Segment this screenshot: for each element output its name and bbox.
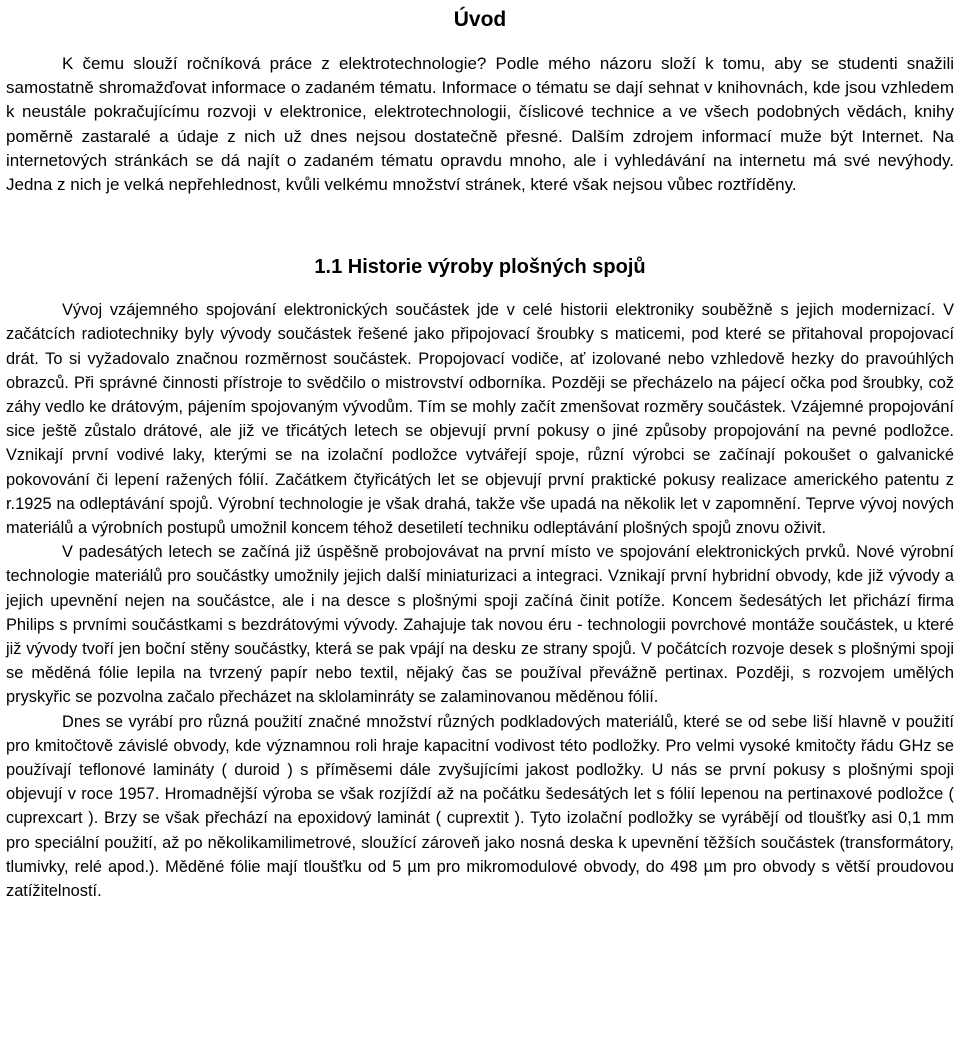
section-body	[6, 298, 954, 903]
intro-paragraph: K čemu slouží ročníková práce z elektrotechnologie? Podle mého názoru složí k tomu, aby se studenti snažili samostatně shromažďovat informace o zadaném tématu. Informace o tématu se dají sehnat v knihovnách, kde jsou vzhledem k neustále pokračujícímu rozvoji v elektronice, elektrotechnologii, číslicové technice a ve všech podobných vědách, knihy poměrně zastaralé a údaje z nich už dnes nejsou dostatečně přesné. Dalším zdrojem informací muže být Internet. Na internetových stránkách se dá najít o zadaném tématu opravdu mnoho, ale i vyhledávání na internetu má své nevýhody. Jedna z nich je velká nepřehlednost, kvůli velkému množství stránek, které však nejsou vůbec roztříděny.	[6, 54, 954, 195]
intro-text	[6, 52, 954, 197]
page-title: Úvod	[453, 8, 507, 31]
section-paragraph-2: V padesátých letech se začíná již úspěšně probojovávat na první místo ve spojování elektronických prvků. Nové výrobní technologie materiálů pro součástky umožnily jejich další miniaturizaci a integraci. Vznikají první hybridní obvody, kde již vývody a jejich upevnění nejen na součástce, ale i na desce s plošnými spoji začíná činit potíže. Koncem šedesátých let přichází firma Philips s prvními součástkami s bezdrátovými vývody. Zahajuje tak novou éru - technologii povrchové montáže součástek, u které již vývody tvoří jen boční stěny součástky, která se pak vpájí na desku ze strany spojů. V počátcích rozvoje desek s plošnými spoji se měděná fólie lepila na tvrzený papír nebo textil, nějaký čas se používal převážně pertinax. Později, s rozvojem umělých pryskyřic se pozvolna začalo přecházet na sklolaminráty se zalaminovanou měděnou fólií.	[6, 543, 954, 707]
document-page	[6, 0, 954, 903]
section-paragraph-1: Vývoj vzájemného spojování elektronických součástek jde v celé historii elektroniky souběžně s jejich modernizací. V začátcích radiotechniky byly vývody součástek řešené jako připojovací šroubky s maticemi, pod které se přitahoval propojovací drát. To si vyžadovalo značnou rozměrnost součástek. Propojovací vodiče, ať izolované nebo vzhledově hezky do pravoúhlých obrazců. Při správné činnosti přístroje to svědčilo o mistrovství odborníka. Později se přecházelo na pájecí očka pod šroubky, což záhy vedlo ke drátovým, pájením spojovaným vývodům. Tím se mohly začít zmenšovat rozměry součástek. Vzájemné propojování sice ještě zůstalo drátové, ale již ve třicátých letech se objevují první pokusy o jiné způsoby propojování na pevné podložce. Vznikají první vodivé laky, kterými se na izolační podložce vytvářejí spoje, různí výrobci se začínají pokoušet o galvanické pokovování či lepení ražených fólií. Začátkem čtyřicátých let se objevují první praktické pokusy realizace amerického patentu z r.1925 na odleptávání spojů. Výrobní technologie je však drahá, takže vše upadá na několik let v zapomnění. Teprve vývoj nových materiálů a výrobních postupů umožnil koncem téhož desetiletí techniku odleptávání plošných spojů znovu oživit.	[6, 301, 954, 538]
section-paragraph-3: Dnes se vyrábí pro různá použití značné množství různých podkladových materiálů, které se od sebe liší hlavně v použití pro kmitočtově závislé obvody, kde významnou roli hraje kapacitní vodivost této podložky. Pro velmi vysoké kmitočty řádu GHz se používají teflonové lamináty ( duroid ) s příměsemi dále zvyšujícími jakost podložky. U nás se první pokusy s plošnými spoji objevují v roce 1957. Hromadnější výroba se však rozjíždí až na počátku šedesátých let s fólií lepenou na pertinaxové podložce ( cuprexcart ). Brzy se však přechází na epoxidový laminát ( cuprextit ). Tyto izolační podložky se vyrábějí od tloušťky asi 0,1 mm pro speciální použití, až po několikamilimetrové, sloužící zároveň jako nosná deska k upevnění těžších součástek (transformátory, tlumivky, relé apod.). Měděné fólie mají tloušťku od 5 µm pro mikromodulové obvody, do 498 µm pro obvody s větší proudovou zatížitelností.	[6, 712, 954, 901]
section-heading: 1.1 Historie výroby plošných spojů	[314, 256, 646, 279]
